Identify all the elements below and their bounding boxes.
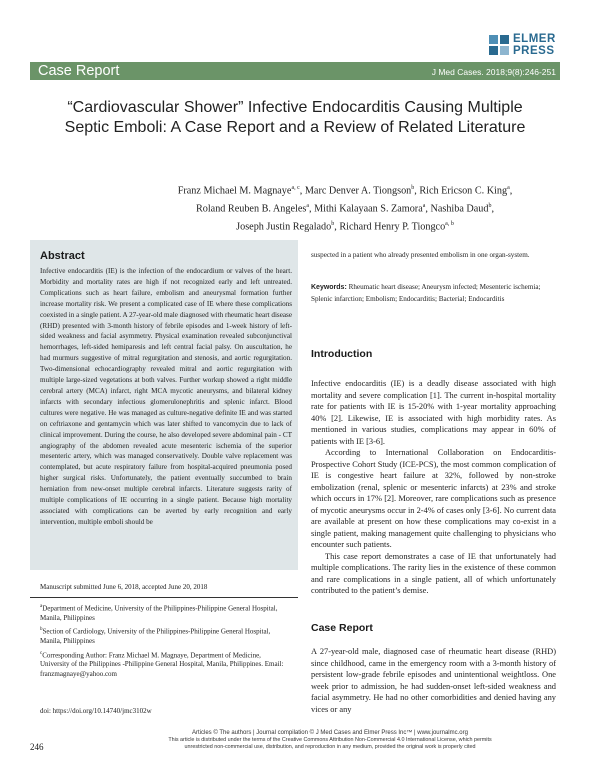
introduction-body	[311, 378, 556, 597]
author-name: Rich Ericson C. King	[419, 185, 508, 197]
author-list	[160, 181, 530, 235]
author-separator: ,	[334, 221, 340, 233]
author-name: Marc Denver A. Tiongson	[304, 185, 412, 197]
footer-line3: unrestricted non-commercial use, distribution, and reproduction in any medium, provided the original work is properly cited	[184, 744, 476, 750]
case-report-paragraph: A 27-year-old male, diagnosed case of rheumatic heart disease (RHD) since childhood, came in the emergency room with a 3-month history of persistent low-grade febrile episodes and unintentional weightloss. One week prior to admission, he had sudden-onset left-sided weakness and facial asymmetry. He had no other comorbidities and denied having any vices or any	[311, 647, 556, 714]
doi-link[interactable]: doi: https://doi.org/10.14740/jmc3102w	[40, 707, 152, 715]
abstract-text: Infective endocarditis (IE) is the infection of the endocardium or valves of the heart. Morbidity and mortality rates are high if not recognized early and left untreated. Complications such as heart failure, embolism and aneurysmal formation further increase mortality risk. We present a complicated case of IE where these complications coexisted in a single patient. A 27-year-old male diagnosed with rheumatic heart disease (RHD) presented with 3-month history of febrile episodes and 1-week history of left-sided weakness and facial asymmetry. Physical examination revealed subconjunctival hemorrhages, left-sided hemiparesis and left central facial palsy. On auscultation, he had murmurs suggestive of mitral regurgitation and stenosis, and aortic regurgitation. Two-dimensional echocardiography revealed mitral and aortic regurgitation with multiple large-sized vegetations at both valves. Further workup showed a right middle cerebral artery (MCA) infarct, right MCA mycotic aneurysms, and bilateral kidney infarcts with secondary infectious glomerulonephritis and splenic infarct. Blood cultures were negative. He was managed as culture-negative definite IE and was started on ceftriaxone and gentamycin which was later shifted to vancomycin due to lack of clinical improvement. During the course, he also developed severe abdominal pain - CT angiography of the abdomen revealed acute mesenteric ischemia of the superior mesenteric artery, which was managed conservatively. Double valve replacement was contemplated, but acute respiratory failure from hospital-acquired pneumonia posed higher surgical risks. Unfortunately, the patient eventually succumbed to brain herniation from new-onset multiple cerebral infarcts. Literature suggests rarity of multiple complications of IE occurring in a single patient. Because high mortality associated with complications can be averted by early recognition and early intervention, multiple emboli should be	[40, 267, 292, 526]
author-affiliation-sup: a	[507, 185, 510, 191]
logo-line1: ELMER	[513, 33, 556, 45]
author-separator: ,	[299, 185, 305, 197]
author-separator: ,	[509, 185, 513, 197]
publisher-logo	[488, 30, 558, 66]
divider	[30, 597, 298, 598]
introduction-heading: Introduction	[311, 348, 373, 360]
author-separator: ,	[491, 203, 495, 215]
section-label: Case Report	[38, 63, 120, 79]
author-name: Mithi Kalayaan S. Zamora	[314, 203, 423, 215]
author-affiliation-sup: a, c	[291, 185, 300, 191]
footer-line1: Articles © The authors | Journal compilation © J Med Cases and Elmer Press Inc™ | www.journalmc.org	[192, 730, 468, 736]
keywords-label: Keywords:	[311, 284, 347, 291]
keywords-text: Rheumatic heart disease; Aneurysm infected; Mesenteric ischemia; Splenic infarction; Embolism; Endocarditis; Bacterial; Endocarditis	[311, 283, 541, 303]
affiliation-sup: a	[40, 604, 43, 609]
case-report-body	[311, 646, 556, 715]
license-footer	[100, 730, 560, 751]
author-affiliation-sup: a, b	[445, 220, 454, 227]
logo-line2: PRESS	[513, 45, 555, 57]
author-affiliation-sup: a	[306, 202, 309, 209]
author-name: Richard Henry P. Tiongco	[339, 221, 446, 233]
author-name: Franz Michael M. Magnaye	[177, 185, 292, 197]
case-report-heading: Case Report	[311, 622, 373, 634]
elmer-press-logo-icon	[488, 34, 510, 56]
abstract-continued: suspected in a patient who already presented embolism in one organ-system.	[311, 251, 530, 259]
author-affiliation-sup: a	[422, 202, 426, 209]
author-affiliation-sup: b	[411, 185, 415, 191]
author-affiliation-sup: b	[331, 220, 335, 227]
affiliation-item	[40, 625, 290, 646]
author-separator: ,	[308, 203, 315, 215]
journal-reference: J Med Cases. 2018;9(8):246-251	[431, 67, 556, 77]
author-name: Joseph Justin Regalado	[236, 221, 332, 233]
logo-text	[513, 33, 556, 57]
author-separator: ,	[425, 203, 431, 215]
affiliation-sup: b	[40, 627, 43, 633]
affiliation-item	[40, 649, 290, 680]
author-name: Nashiba Daud	[430, 203, 489, 215]
affiliations	[40, 602, 290, 681]
author-affiliation-sup: b	[488, 202, 492, 209]
manuscript-dates: Manuscript submitted June 6, 2018, accepted June 20, 2018	[40, 583, 208, 591]
introduction-paragraph: This case report demonstrates a case of IE that unfortunately had multiple complications. The rarity lies in the existence of these common and rare complications in a single patient, all of which unfortunately contributed to the patient’s demise.	[311, 551, 556, 595]
introduction-paragraph: According to International Collaboration on Endocarditis-Prospective Cohort Study (ICE-PCS), the most common complication of IE is congestive heart failure at 32%, followed by non-stroke embolization (renal, splenic or mesenteric infarcts) at 23% and stroke which occurs in 17% [2]. Moreover, rare complications such as presence of mycotic aneurysms occur in 2-4% of cases only [3-6]. No current data are available at present on how these complications may co-exist in a single patient, making management quite challenging to physicians who encounter such patients.	[311, 448, 556, 549]
introduction-paragraph: Infective endocarditis (IE) is a deadly disease associated with high mortality and severe complication [1]. The current in-hospital mortality rate for patients with IE is 15-20% with 1-year mortality approaching 40% [2]. Likewise, IE is associated with high morbidity rates. As mentioned in various studies, complications may appear in 60% of patients with IE [3-6].	[311, 379, 556, 446]
affiliation-sup: c	[40, 650, 43, 656]
affiliation-text: Department of Medicine, University of the Philippines-Philippine General Hospital, Manila, Philippines	[40, 604, 278, 622]
author-separator: ,	[414, 185, 420, 197]
author-name: Roland Reuben B. Angeles	[195, 203, 307, 215]
affiliation-text: Corresponding Author: Franz Michael M. Magnaye, Department of Medicine, University of the Philippines -Philippine General Hospital, Manila, Philippines. Email: franzmagnaye@yahoo.com	[40, 650, 284, 678]
affiliation-item	[40, 602, 290, 623]
keywords	[311, 282, 556, 305]
affiliation-text: Section of Cardiology, University of the Philippines-Philippine General Hospital, Manila, Philippines	[40, 627, 271, 646]
article-title: “Cardiovascular Shower” Infective Endocarditis Causing Multiple Septic Emboli: A Case Report and a Review of Related Literature	[64, 99, 526, 136]
footer-line2: This article is distributed under the terms of the Creative Commons Attribution Non-Commercial 4.0 International License, which permits	[168, 737, 492, 743]
abstract-heading: Abstract	[40, 250, 85, 262]
page-number: 246	[30, 742, 44, 752]
